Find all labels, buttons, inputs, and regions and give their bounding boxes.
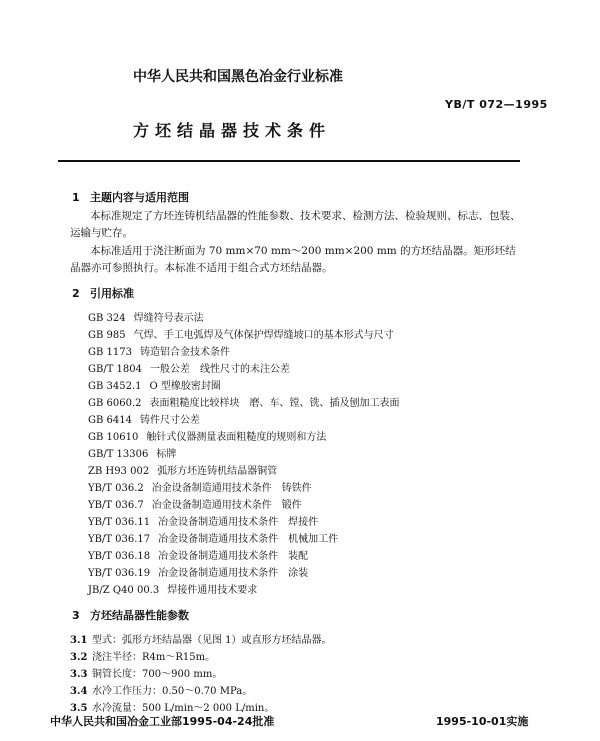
approval-line: 中华人民共和国冶金工业部1995-04-24批准 (50, 715, 275, 728)
reference-item: YB/T 036.7 冶金设备制造通用技术条件 锻件 (88, 500, 302, 511)
header-divider (58, 160, 520, 162)
parameter-item: 3.3 铜管长度：700～900 mm。 (70, 669, 223, 680)
parameter-item: 3.2 浇注半径：R4m～R15m。 (70, 652, 216, 663)
reference-item: JB/Z Q40 00.3 焊接件通用技术要求 (88, 585, 258, 596)
reference-item: YB/T 036.19 冶金设备制造通用技术条件 涂装 (88, 568, 309, 579)
reference-item: GB 324 焊缝符号表示法 (88, 313, 204, 324)
section-1-heading (72, 189, 189, 205)
reference-item: YB/T 036.18 冶金设备制造通用技术条件 装配 (88, 551, 309, 562)
section-2-heading (72, 285, 134, 301)
reference-item: GB 3452.1 O 型橡胶密封圈 (88, 381, 221, 392)
section-1-paragraph-1: 本标准规定了方坯连铸机结晶器的性能参数、技术要求、检测方法、检验规则、标志、包装、运输与贮存。 (70, 210, 521, 239)
parameter-item: 3.4 水冷工作压力：0.50～0.70 MPa。 (70, 686, 253, 697)
reference-item: YB/T 036.17 冶金设备制造通用技术条件 机械加工件 (88, 534, 339, 545)
section-number: 3 (72, 609, 80, 622)
section-3-heading (72, 607, 189, 623)
reference-item: GB 1173 铸造铝合金技术条件 (88, 347, 230, 358)
section-number: 2 (72, 287, 80, 300)
reference-item: YB/T 036.11 冶金设备制造通用技术条件 焊接件 (88, 517, 319, 528)
standard-code: YB/T 072—1995 (445, 98, 548, 111)
document-title: 方坯结晶器技术条件 (133, 121, 332, 140)
reference-item: GB 6414 铸件尺寸公差 (88, 415, 200, 426)
reference-item: YB/T 036.2 冶金设备制造通用技术条件 铸铁件 (88, 483, 312, 494)
reference-item: GB/T 13306 标牌 (88, 449, 177, 460)
reference-item: GB 10610 触针式仪器测量表面粗糙度的规则和方法 (88, 432, 327, 443)
reference-item: ZB H93 002 弧形方坯连铸机结晶器铜管 (88, 466, 278, 477)
reference-item: GB 6060.2 表面粗糙度比较样块 磨、车、镗、铣、插及刨加工表面 (88, 398, 400, 409)
parameter-item: 3.1 型式：弧形方坯结晶器（见图 1）或直形方坯结晶器。 (70, 635, 332, 646)
section-title: 主题内容与适用范围 (90, 191, 189, 204)
section-title: 引用标准 (90, 287, 134, 300)
reference-item: GB/T 1804 一般公差 线性尺寸的未注公差 (88, 364, 291, 375)
reference-item: GB 985 气焊、手工电弧焊及气体保护焊焊缝坡口的基本形式与尺寸 (88, 330, 394, 341)
section-number: 1 (72, 191, 80, 204)
section-title: 方坯结晶器性能参数 (90, 609, 189, 622)
effective-date: 1995-10-01实施 (436, 715, 529, 728)
parameter-item: 3.5 水冷流量：500 L/min～2 000 L/min。 (70, 703, 275, 714)
issuing-organization: 中华人民共和国黑色冶金行业标准 (133, 69, 343, 85)
section-1-paragraph-2: 本标准适用于浇注断面为 70 mm×70 mm～200 mm×200 mm 的方坯结晶器。矩形坯结晶器亦可参照执行。本标准不适用于组合式方坯结晶器。 (70, 245, 516, 274)
